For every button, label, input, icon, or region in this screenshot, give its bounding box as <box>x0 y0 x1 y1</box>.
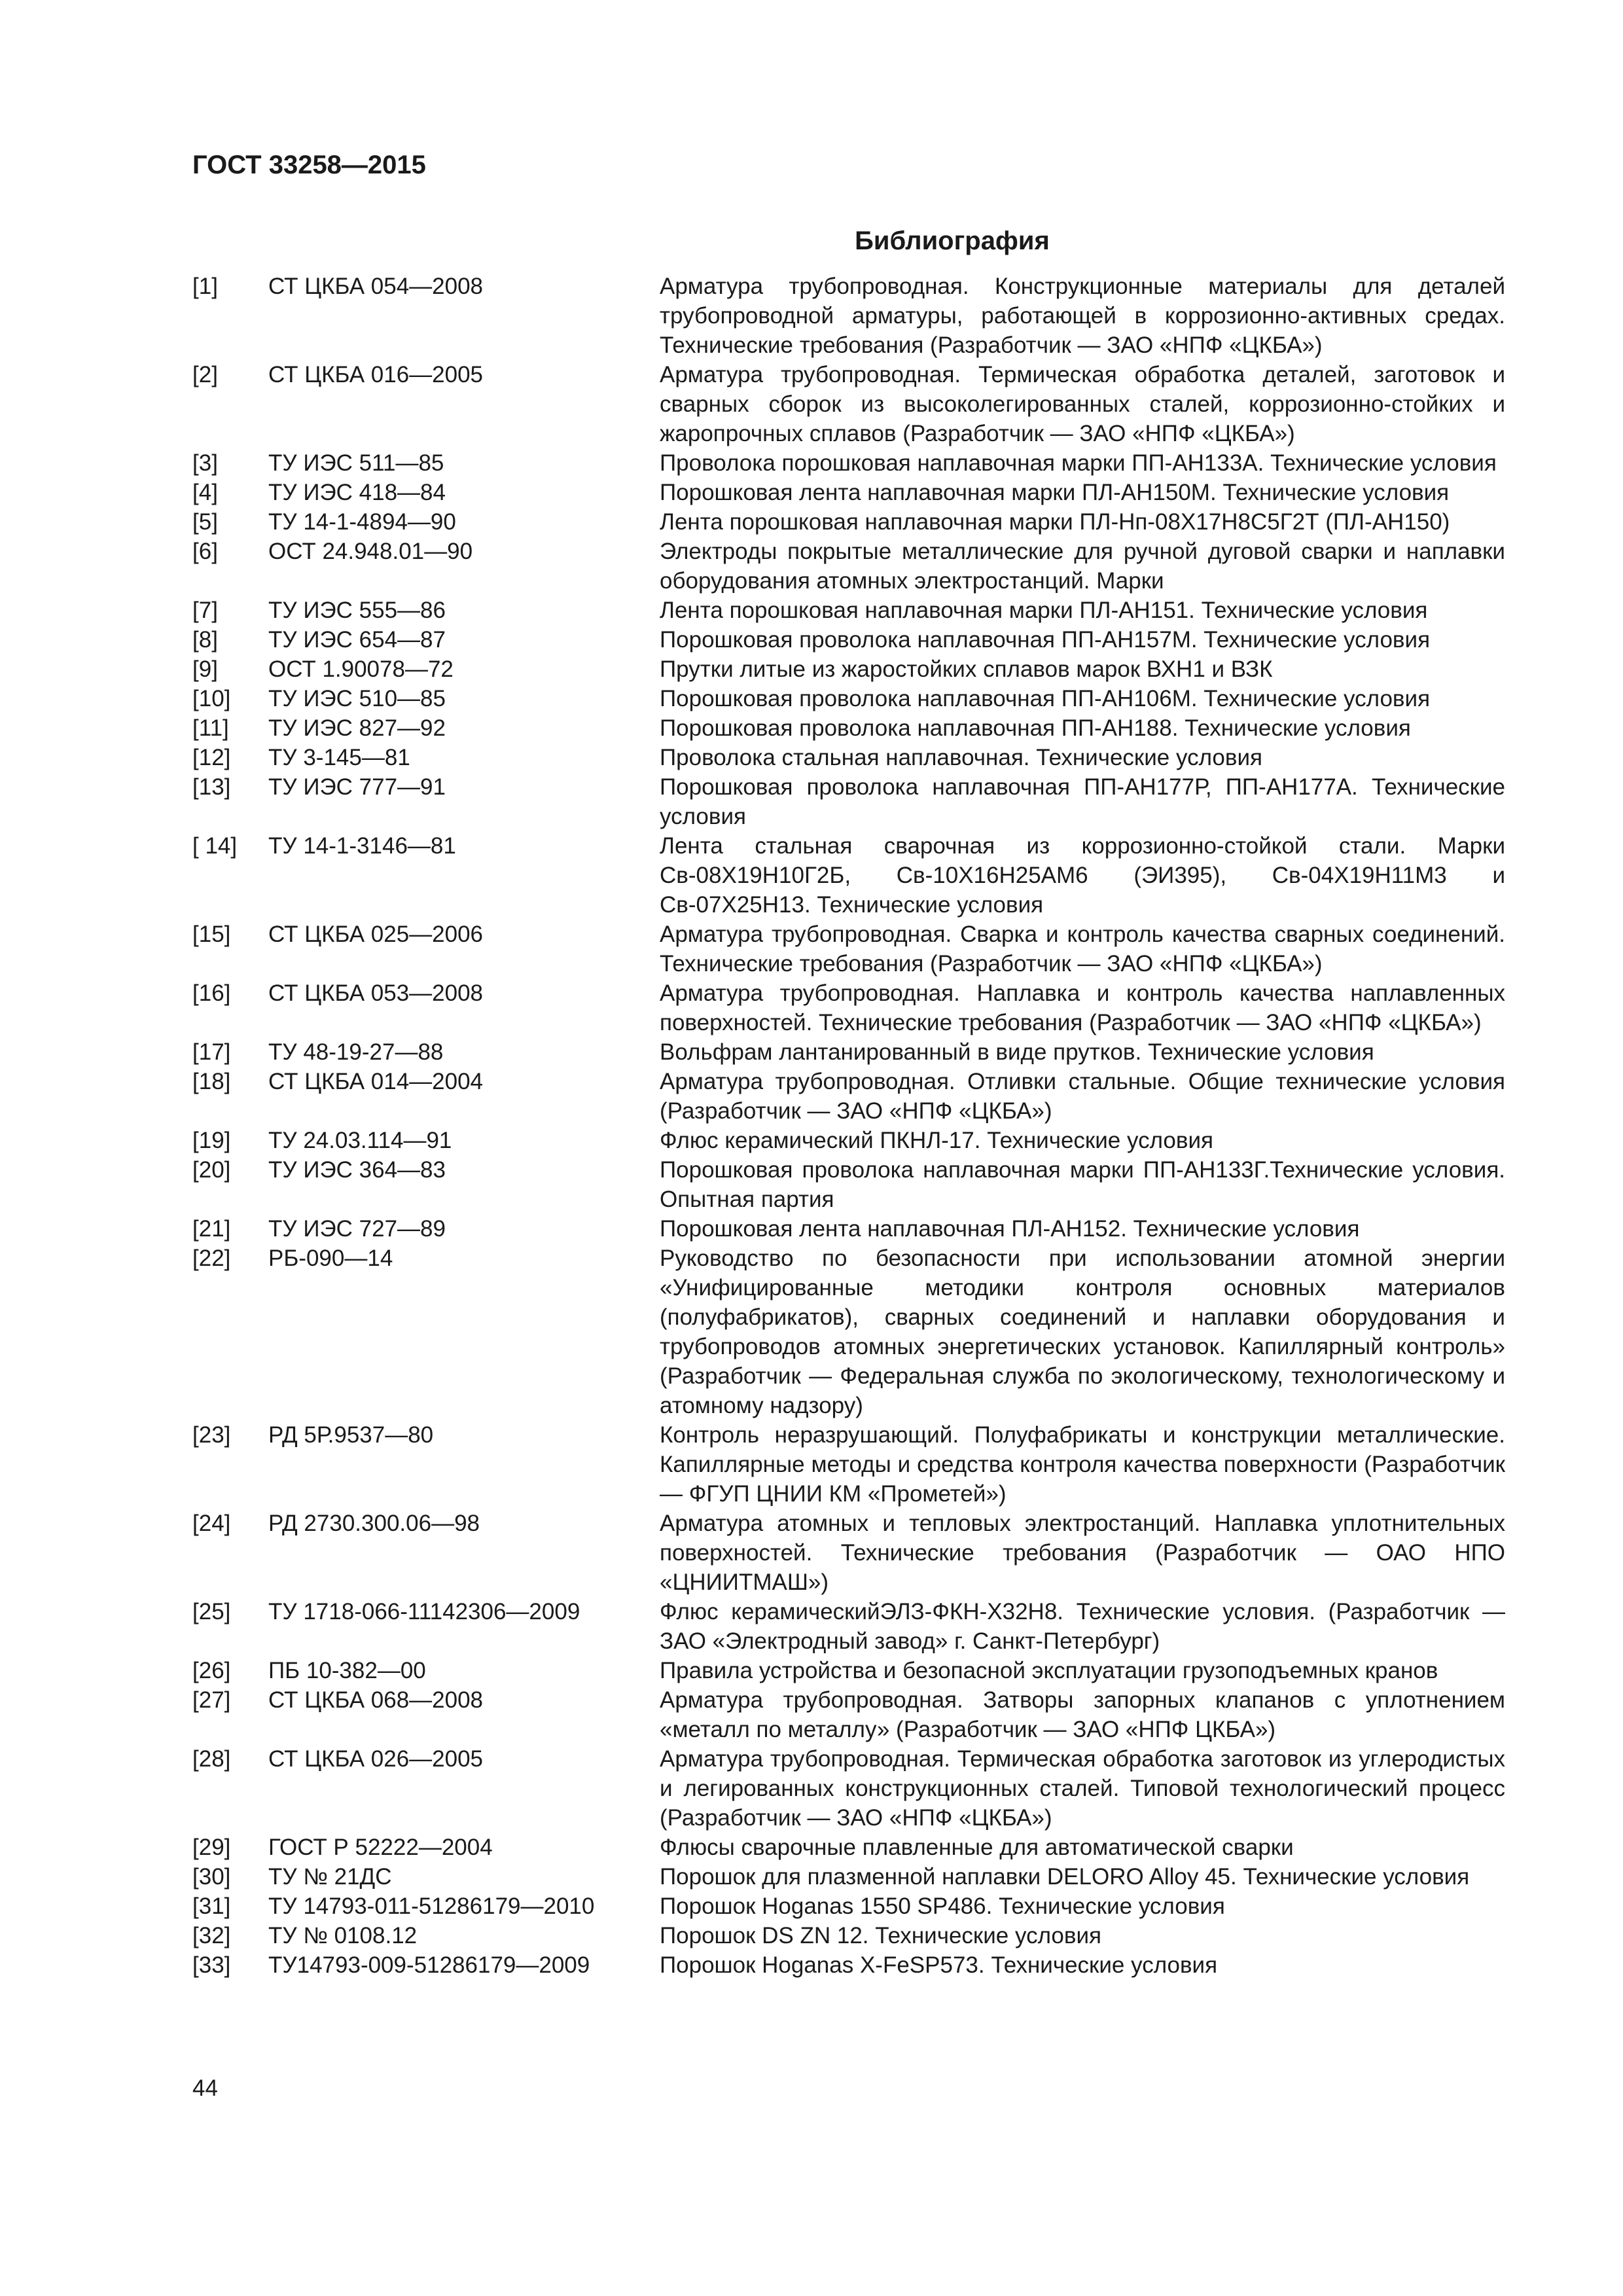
entry-code: РД 2730.300.06—98 <box>268 1511 480 1536</box>
entry-number: [18] <box>192 1069 231 1094</box>
entry-title: Контроль неразрушающий. Полуфабрикаты и конструкции металлические. Капиллярные методы и средства контроля качества поверхности (Разработчик — ФГУП ЦНИИ КМ «Прометей») <box>660 1422 1505 1507</box>
entry-number: [2] <box>192 362 218 387</box>
entry-number: [6] <box>192 539 218 564</box>
entry-code: ТУ ИЭС 827—92 <box>268 715 446 741</box>
entry-number: [25] <box>192 1599 231 1624</box>
bibliography-entry <box>192 448 1505 478</box>
bibliography-entry <box>192 743 1505 772</box>
entry-title: Порошковая проволока наплавочная ПП-АН177Р, ПП-АН177А. Технические условия <box>660 774 1505 829</box>
entry-title: Порошок DS ZN 12. Технические условия <box>660 1923 1101 1948</box>
entry-title: Арматура атомных и тепловых электростанций. Наплавка уплотнительных поверхностей. Технические требования (Разработчик — ОАО НПО «ЦНИИТМАШ») <box>660 1511 1505 1595</box>
entry-code: ПБ 10-382—00 <box>268 1658 426 1683</box>
bibliography-entry <box>192 478 1505 507</box>
bibliography-entry <box>192 596 1505 625</box>
entry-title: Порошковая проволока наплавочная марки ПП-АН133Г.Технические условия. Опытная партия <box>660 1157 1505 1212</box>
entry-title: Флюсы сварочные плавленные для автоматической сварки <box>660 1835 1294 1860</box>
entry-number: [33] <box>192 1952 231 1978</box>
entry-number: [10] <box>192 686 231 711</box>
entry-code: ТУ 3-145—81 <box>268 745 410 770</box>
entry-number: [8] <box>192 627 218 653</box>
bibliography-entry <box>192 507 1505 537</box>
entry-code: ТУ 14793-011-51286179—2010 <box>268 1893 595 1919</box>
entry-code: ТУ 24.03.114—91 <box>268 1128 452 1153</box>
bibliography-entry <box>192 920 1505 978</box>
entry-code: ТУ № 0108.12 <box>268 1923 418 1948</box>
entry-code: СТ ЦКБА 025—2006 <box>268 922 484 947</box>
entry-code: СТ ЦКБА 054—2008 <box>268 274 484 299</box>
entry-number: [13] <box>192 774 231 800</box>
page-number: 44 <box>192 2075 218 2101</box>
entry-title: Арматура трубопроводная. Затворы запорных клапанов с уплотнением «металл по металлу» (Разработчик — ЗАО «НПФ ЦКБА») <box>660 1687 1505 1742</box>
entry-number: [24] <box>192 1511 231 1536</box>
bibliography-entry <box>192 1921 1505 1950</box>
document-id: ГОСТ 33258—2015 <box>192 151 426 179</box>
bibliography-entry <box>192 684 1505 713</box>
entry-number: [21] <box>192 1216 231 1242</box>
entry-title: Проволока порошковая наплавочная марки ПП-АН133А. Технические условия <box>660 450 1497 476</box>
entry-code: ТУ14793-009-51286179—2009 <box>268 1952 590 1978</box>
entry-number: [3] <box>192 450 218 476</box>
entry-code: ОСТ 1.90078—72 <box>268 656 454 682</box>
entry-title: Арматура трубопроводная. Отливки стальные. Общие технические условия (Разработчик — ЗАО «НПФ «ЦКБА») <box>660 1069 1505 1124</box>
entry-number: [30] <box>192 1864 231 1890</box>
entry-number: [29] <box>192 1835 231 1860</box>
entry-code: ТУ ИЭС 727—89 <box>268 1216 446 1242</box>
entry-code: ТУ ИЭС 418—84 <box>268 480 446 505</box>
bibliography-entry <box>192 1214 1505 1244</box>
bibliography-entry <box>192 537 1505 596</box>
bibliography-entry <box>192 1067 1505 1126</box>
entry-title: Порошковая проволока наплавочная ПП-АН188. Технические условия <box>660 715 1411 741</box>
bibliography-entry <box>192 1244 1505 1420</box>
entry-title: Правила устройства и безопасной эксплуатации грузоподъемных кранов <box>660 1658 1438 1683</box>
entry-title: Электроды покрытые металлические для ручной дуговой сварки и наплавки оборудования атомных электростанций. Марки <box>660 539 1505 594</box>
entry-title: Флюс керамическийЭЛЗ-ФКН-Х32Н8. Технические условия. (Разработчик — ЗАО «Электродный завод» г. Санкт-Петербург) <box>660 1599 1505 1654</box>
entry-number: [28] <box>192 1746 231 1772</box>
entry-title: Порошок Hoganas 1550 SP486. Технические условия <box>660 1893 1225 1919</box>
entry-code: ТУ ИЭС 777—91 <box>268 774 446 800</box>
entry-number: [7] <box>192 598 218 623</box>
entry-number: [9] <box>192 656 218 682</box>
entry-number: [11] <box>192 715 229 741</box>
entry-code: ТУ ИЭС 364—83 <box>268 1157 446 1183</box>
entry-number: [5] <box>192 509 218 535</box>
entry-number: [4] <box>192 480 218 505</box>
bibliography-entry <box>192 1126 1505 1155</box>
bibliography-entry <box>192 655 1505 684</box>
bibliography-entry <box>192 1833 1505 1862</box>
entry-title: Порошковая проволока наплавочная ПП-АН157М. Технические условия <box>660 627 1431 653</box>
bibliography-entry <box>192 713 1505 743</box>
bibliography-entry <box>192 1597 1505 1656</box>
entry-code: СТ ЦКБА 053—2008 <box>268 980 484 1006</box>
entry-title: Лента порошковая наплавочная марки ПЛ-АН151. Технические условия <box>660 598 1428 623</box>
bibliography-entry <box>192 1037 1505 1067</box>
section-title: Библиография <box>855 226 1050 255</box>
bibliography-entry <box>192 1420 1505 1509</box>
entry-title: Арматура трубопроводная. Термическая обработка заготовок из углеродистых и легированных конструкционных сталей. Типовой технологический процесс (Разработчик — ЗАО «НПФ «ЦКБА») <box>660 1746 1505 1831</box>
entry-code: ТУ 1718-066-11142306—2009 <box>268 1599 580 1624</box>
entry-number: [ 14] <box>192 833 238 859</box>
bibliography-entry <box>192 272 1505 360</box>
bibliography-entry <box>192 1155 1505 1214</box>
entry-title: Вольфрам лантанированный в виде прутков. Технические условия <box>660 1039 1374 1065</box>
entry-title: Флюс керамический ПКНЛ-17. Технические условия <box>660 1128 1213 1153</box>
entry-code: ТУ ИЭС 510—85 <box>268 686 446 711</box>
bibliography-entry <box>192 1685 1505 1744</box>
bibliography-entry <box>192 625 1505 655</box>
entry-title: Арматура трубопроводная. Конструкционные материалы для деталей трубопроводной арматуры, работающей в коррозионно-активных средах. Технические требования (Разработчик — ЗАО «НПФ «ЦКБА») <box>660 274 1505 358</box>
entry-code: ТУ ИЭС 511—85 <box>268 450 444 476</box>
entry-code: ТУ 48-19-27—88 <box>268 1039 444 1065</box>
entry-title: Порошок Hoganas X-FeSP573. Технические условия <box>660 1952 1218 1978</box>
entry-code: ТУ ИЭС 555—86 <box>268 598 446 623</box>
entry-title: Лента стальная сварочная из коррозионно-стойкой стали. Марки Св-08Х19Н10Г2Б, Св-10Х16Н25АМ6 (ЭИ395), Св-04Х19Н11М3 и Св-07Х25Н13. Технические условия <box>660 833 1505 918</box>
bibliography-entry <box>192 1656 1505 1685</box>
bibliography-entry <box>192 1744 1505 1833</box>
entry-title: Лента порошковая наплавочная марки ПЛ-Нп-08Х17Н8С5Г2Т (ПЛ-АН150) <box>660 509 1450 535</box>
bibliography-entry <box>192 1862 1505 1892</box>
bibliography-entry <box>192 1892 1505 1921</box>
entry-title: Порошковая лента наплавочная ПЛ-АН152. Технические условия <box>660 1216 1360 1242</box>
entry-number: [26] <box>192 1658 231 1683</box>
bibliography-entry <box>192 772 1505 831</box>
entry-number: [23] <box>192 1422 231 1448</box>
entry-title: Арматура трубопроводная. Наплавка и контроль качества наплавленных поверхностей. Технические требования (Разработчик — ЗАО «НПФ «ЦКБА») <box>660 980 1505 1035</box>
entry-number: [15] <box>192 922 231 947</box>
entry-code: ТУ 14-1-4894—90 <box>268 509 456 535</box>
bibliography-entry <box>192 978 1505 1037</box>
entry-title: Порошок для плазменной наплавки DELORO Alloy 45. Технические условия <box>660 1864 1470 1890</box>
entry-title: Руководство по безопасности при использовании атомной энергии «Унифицированные методики контроля основных материалов (полуфабрикатов), сварных соединений и наплавки оборудования и трубопроводов атомных энергетических установок. Капиллярный контроль» (Разработчик — Федеральная служба по экологическому, технологическому и атомному надзору) <box>660 1246 1505 1418</box>
entry-number: [19] <box>192 1128 231 1153</box>
bibliography-entry <box>192 831 1505 920</box>
entry-code: РБ-090—14 <box>268 1246 393 1271</box>
entry-code: ТУ № 21ДС <box>268 1864 392 1890</box>
entry-code: РД 5Р.9537—80 <box>268 1422 434 1448</box>
entry-number: [1] <box>192 274 218 299</box>
entry-number: [12] <box>192 745 231 770</box>
entry-title: Порошковая проволока наплавочная ПП-АН106М. Технические условия <box>660 686 1431 711</box>
entry-code: ОСТ 24.948.01—90 <box>268 539 473 564</box>
entry-code: СТ ЦКБА 026—2005 <box>268 1746 484 1772</box>
entry-code: ТУ 14-1-3146—81 <box>268 833 456 859</box>
bibliography-entry <box>192 1509 1505 1597</box>
entry-code: ТУ ИЭС 654—87 <box>268 627 446 653</box>
entry-code: СТ ЦКБА 014—2004 <box>268 1069 484 1094</box>
bibliography-entry <box>192 1950 1505 1980</box>
entry-number: [27] <box>192 1687 231 1713</box>
bibliography-list <box>192 272 1505 1980</box>
entry-number: [31] <box>192 1893 231 1919</box>
entry-title: Проволока стальная наплавочная. Технические условия <box>660 745 1262 770</box>
entry-number: [17] <box>192 1039 231 1065</box>
entry-code: СТ ЦКБА 016—2005 <box>268 362 484 387</box>
entry-title: Арматура трубопроводная. Сварка и контроль качества сварных соединений. Технические требования (Разработчик — ЗАО «НПФ «ЦКБА») <box>660 922 1505 977</box>
entry-title: Арматура трубопроводная. Термическая обработка деталей, заготовок и сварных сборок из высоколегированных сталей, коррозионно-стойких и жаропрочных сплавов (Разработчик — ЗАО «НПФ «ЦКБА») <box>660 362 1505 446</box>
entry-number: [16] <box>192 980 231 1006</box>
bibliography-entry <box>192 360 1505 448</box>
entry-code: ГОСТ Р 52222—2004 <box>268 1835 493 1860</box>
entry-number: [20] <box>192 1157 231 1183</box>
entry-number: [22] <box>192 1246 231 1271</box>
entry-title: Порошковая лента наплавочная марки ПЛ-АН150М. Технические условия <box>660 480 1450 505</box>
entry-number: [32] <box>192 1923 231 1948</box>
entry-code: СТ ЦКБА 068—2008 <box>268 1687 484 1713</box>
entry-title: Прутки литые из жаростойких сплавов марок ВХН1 и ВЗК <box>660 656 1273 682</box>
